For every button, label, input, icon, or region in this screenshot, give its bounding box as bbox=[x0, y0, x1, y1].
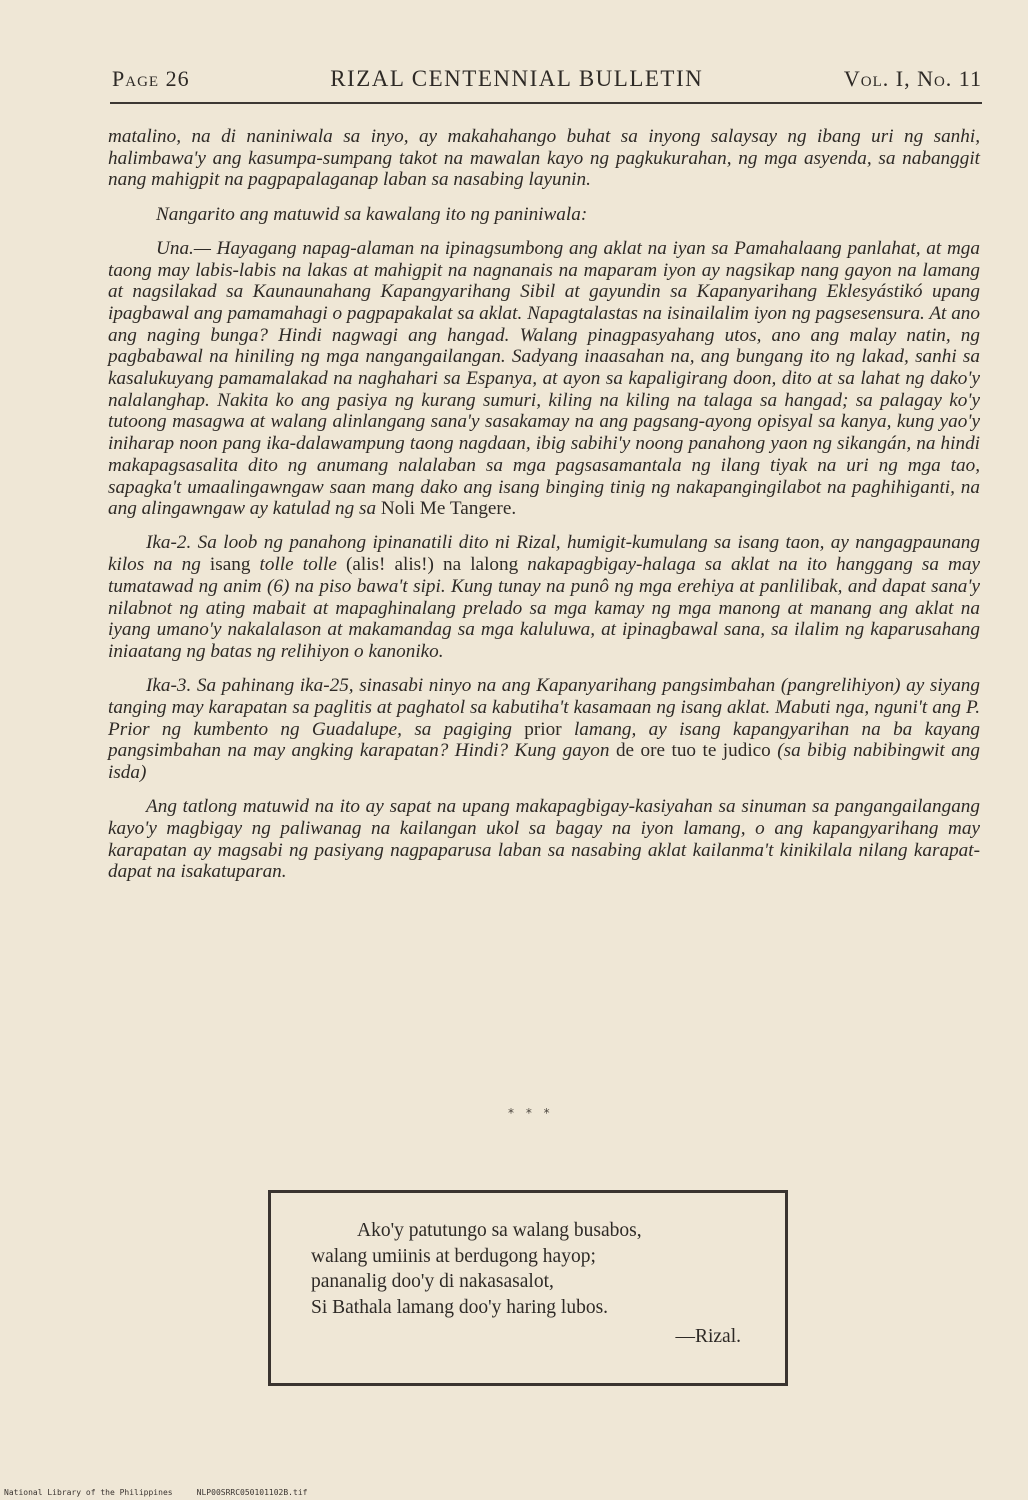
page-number: Page 26 bbox=[112, 66, 190, 91]
paragraph-ika-3 bbox=[108, 675, 980, 784]
paragraph-ika-2 bbox=[108, 532, 980, 662]
translation-phrase: (alis! alis!) na lalong bbox=[345, 554, 519, 576]
roman-word: prior bbox=[524, 718, 562, 740]
paragraph-ika-3-mid: lamang, ay isang kapangyarihan na ba kayang pangsimbahan na may angking karapatan? Hindi? Kung gayon bbox=[108, 718, 981, 762]
publication-title: RIZAL CENTENNIAL BULLETIN bbox=[330, 66, 704, 91]
paragraph-ika-2-rest: nakapagbigay-halaga sa aklat na ito hanggang sa may tumatawad ng anim (6) na piso bawa't sipi. Kung tunay na punô ng mga erehiya at panlilibak, and dapat sana'y nilabnot ng ating mabait at mapaghinalang prelado sa mga kamay ng mga manong at manang ang aklat na iyang umano'y nakalalason at makamandag sa mga kaluluwa, at ipinagbawal sana, sa ilalim ng kaparusahang iniaatang ng batas ng relihiyon o kanoniko. bbox=[108, 554, 981, 662]
paragraph-una bbox=[108, 238, 980, 520]
paragraph-ika-3-text: Ika-3. Sa pahinang ika-25, sinasabi ninyo na ang Kapanyarihang pangsimbahan (pangrelihiyon) ay siyang tanging may karapatan sa paglitis at paghatol sa kabutiha't kasamaan ng isang aklat. Mabuti nga, nguni't ang P. Prior ng kumbento ng Guadalupe, sa pagiging bbox=[108, 675, 980, 740]
poem-box bbox=[268, 1190, 788, 1386]
latin-phrase: tolle tolle bbox=[259, 554, 337, 576]
volume-number: Vol. I, No. 11 bbox=[843, 66, 982, 91]
roman-word: isang bbox=[209, 554, 251, 576]
archive-footer bbox=[4, 1488, 307, 1497]
footer-source: National Library of the Philippines bbox=[4, 1488, 173, 1497]
header-rule bbox=[110, 102, 982, 104]
paragraph-una-text: Una.— Hayagang napag-alaman na ipinagsumbong ang aklat na iyan sa Pamahalaang panlahat, at mga taong may labis-labis na lakas at mahigpit na nagnanais na maparam iyon ay nagsikap nang gayon na lamang at nagsilakad sa Kaunaunahang Kapangyarihang Sibil at gayundin sa Kapanyarihang Eklesyástikó upang ipagbawal ang pamamahagi o pagpapakalat sa aklat. Napagtalastas na isinailalim iyon ng pagsesensura. At ano ang naging bunga? Hindi nagwagi ang hangad. Walang pinagpasyahang utos, ano ang malay natin, ng pagbabawal na hiniling ng mga nangangailangan. Sadyang inaasahan na, ang bungang ito ng lakad, sanhi sa kasalukuyang pamamalakad na naghahari sa Espanya, at ayon sa kapaligirang doon, dito at sa lahat ng dako'y nalalanghap. Nakita ko ang pasiya ng kurang sumuri, kiling na kiling na talaga sa hangad; sa palagay ko'y tutoong masagwa at walang alinlangang sana'y sasakamay na ang pagsang-ayong opisyal sa kanya, kung yao'y iniharap noon pang ika-dalawampung taong nagdaan, ibig sabihi'y noong panahong yaon ng sikangán, na hindi makapagsasalita dito ng anumang nalalaban sa mga pagsasamantala ng ilang tiyak na uri ng mga tao, sapagka't umaalingawngaw saan mang dako ang isang binging tinig ng nakapangingilabot na paghihiganti, na ang alingawngaw ay katulad ng sa bbox=[108, 237, 980, 520]
paragraph-conclusion: Ang tatlong matuwid na ito ay sapat na upang makapagbigay-kasiyahan sa sinuman sa pangangailangang kayo'y magbigay ng paliwanag na kailangan ukol sa bagay na iyon lamang, o ang kapangyarihang may karapatan ay magsabi ng pasiyang nagpaparusa laban sa nasabing aklat kailanma't kinikilala nilang karapat-dapat na isakatuparan. bbox=[108, 796, 980, 883]
paragraph-ika-2-text: Ika-2. Sa loob ng panahong ipinanatili dito ni Rizal, humigit-kumulang sa isang taon, ay nangagpaunang kilos na ng bbox=[108, 532, 980, 576]
poem-line: Si Bathala lamang doo'y haring lubos. bbox=[311, 1296, 609, 1318]
running-header bbox=[112, 66, 982, 96]
poem-line: pananalig doo'y di nakasasalot, bbox=[311, 1271, 554, 1292]
poem-line: Ako'y patutungo sa walang busabos, bbox=[357, 1220, 642, 1241]
book-title: Noli Me Tangere. bbox=[380, 498, 517, 520]
latin-phrase: de ore tuo te judico bbox=[615, 740, 771, 762]
poem-line: walang umiinis at berdugong hayop; bbox=[311, 1245, 596, 1267]
poem-author: —Rizal. bbox=[675, 1326, 741, 1347]
article-body bbox=[108, 126, 980, 896]
poem bbox=[311, 1218, 751, 1350]
footer-filename: NLP00SRRC050101102B.tif bbox=[196, 1488, 308, 1497]
section-separator: * * * bbox=[508, 1106, 554, 1120]
paragraph-intro: Nangarito ang matuwid sa kawalang ito ng paniniwala: bbox=[156, 203, 588, 225]
paragraph-continuation: matalino, na di naniniwala sa inyo, ay makahahango buhat sa inyong salaysay ng ibang uri ng sanhi, halimbawa'y ang kasumpa-sumpang takot na mawalan kayo ng pagkukurahan, ng mga asyenda, sa nabanggit nang mahigpit na pagpapalaganap laban sa nasabing layunin. bbox=[108, 126, 980, 191]
paragraph-ika-3-end: (sa bibig nabibingwit ang isda) bbox=[108, 740, 980, 783]
